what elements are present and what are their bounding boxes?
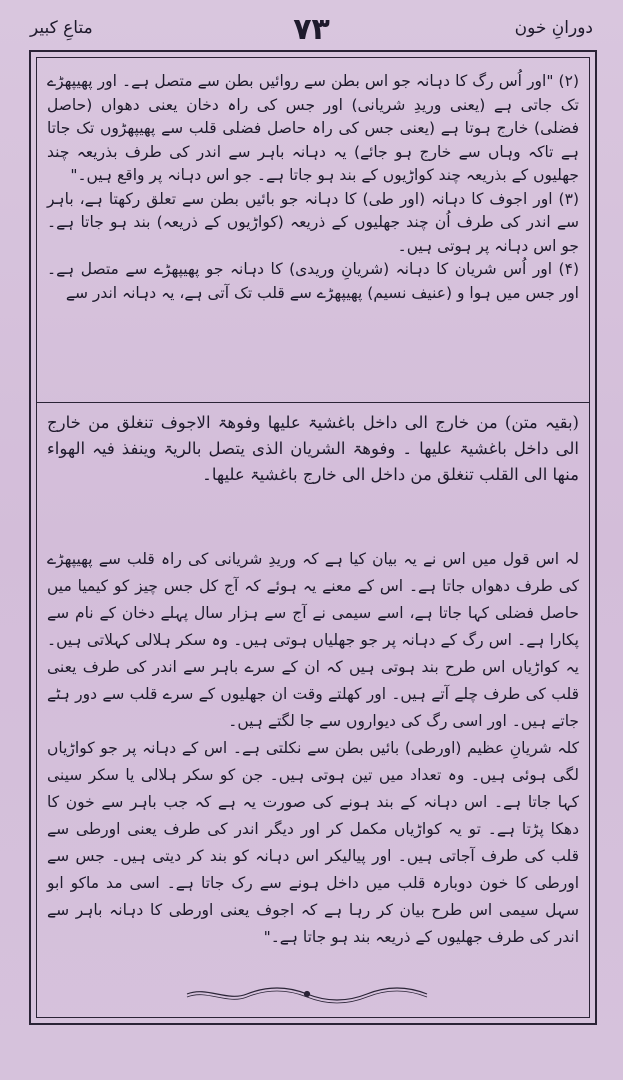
section-divider — [37, 402, 589, 403]
footnotes — [47, 546, 579, 966]
paragraph-4: (۴) اور اُس شریان کا دہانہ (شریانِ وریدی) کا دہانہ جو پھیپھڑے سے متصل ہے۔ اور جس میں ہوا و (عنیف نسیم) پھیپھڑے سے قلب تک آتی ہے، یہ دہانہ اندر سے — [47, 260, 579, 302]
running-title-right: دورانِ خون — [514, 18, 593, 38]
ornament-divider — [37, 983, 577, 1005]
footnote-2: کلہ شریانِ عظیم (اورطی) بائیں بطن سے نکلتی ہے۔ اس کے دہانہ پر جو کواڑیاں لگی ہوئی ہیں۔ وہ تعداد میں تین ہوتی ہیں۔ جن کو سکر ہلالی یا سکر سینی کہا جاتا ہے۔ اس دہانہ کے بند ہونے کی صورت یہ ہے کہ جب باہر سے خون کا دھکا پڑتا ہے۔ تو یہ کواڑیاں مکمل کر اور دیگر اندر کی طرف یعنی اورطی سے قلب کی طرف آجاتی ہیں۔ اور پیالیکر اس دہانہ کو بند کر دیتی ہیں۔ جس سے اورطی کا خون دوبارہ قلب میں داخل ہونے سے رک جاتا ہے۔ اسی مد ماکو ابو سہل سیمی اس طرح بیان کر رہا ہے کہ اجوف یعنی اورطی کا دہانہ باہر سے اندر کی طرف جھلیوں کے ذریعہ بند ہو جاتا ہے۔" — [47, 739, 579, 946]
page-frame — [29, 50, 597, 1025]
arabic-original-text — [47, 410, 579, 540]
main-text — [47, 70, 579, 400]
running-title-left: متاعِ کبیر — [30, 18, 93, 38]
page-frame-inner — [36, 57, 590, 1018]
page-number: ۷۳ — [293, 12, 330, 47]
page-header — [30, 12, 593, 50]
paragraph-2: (۲) "اور اُس رگ کا دہانہ جو اس بطن سے روائیں بطن سے متصل ہے۔ اور پھیپھڑے تک جاتی ہے (یعنی وریدِ شریانی) اور جس کی راہ دخان یعنی دھواں (حاصل فضلی) خارج ہوتا ہے (یعنی جس کی راہ حاصل فضلی قلب سے پھیپھڑوں تک جاتا ہے تاکہ وہاں سے خارج ہو جائے) یہ دہانہ باہر سے اندر کی طرف بذریعہ چند جھلیوں کے بذریعہ چند کواڑیوں کے بند ہو جاتا ہے۔ جو اس دہانہ پر واقع ہیں۔" — [47, 72, 579, 184]
arabic-paragraph: (بقیہ متن) من خارج الی داخل باغشیۃ علیھا وفوھۃ الاجوف تنغلق من خارج الی داخل باغشیۃ علیھا ۔ وفوھۃ الشریان الذی یتصل بالریۃ وینفذ فیہ الھواء منھا الی القلب تنغلق من داخل الی خارج باغشیۃ علیھا۔ — [47, 413, 579, 484]
paragraph-3: (۳) اور اجوف کا دہانہ (اور طی) کا دہانہ جو بائیں بطن سے تعلق رکھتا ہے، باہر سے اندر کی طرف اُن چند جھلیوں کے ذریعہ (کواڑیوں کے ذریعہ) بند ہو جاتا ہے۔ جو اس دہانہ پر ہوتی ہیں۔ — [47, 189, 579, 255]
footnote-1: لہ اس قول میں اس نے یہ بیان کیا ہے کہ وریدِ شریانی کی راہ قلب سے پھیپھڑے کی طرف دھواں جاتا ہے۔ اس کے معنے یہ ہوئے کہ آج کل جس چیز کو کیمیا میں حاصل فضلی کہا جاتا ہے، اسے سیمی نے آج سے ہزار سال پہلے دخان کے نام سے پکارا ہے۔ اس رگ کے دہانہ پر جو جھلیاں ہوتی ہیں۔ وہ سکر ہلالی کہلاتی ہیں۔ یہ کواڑیاں اس طرح بند ہوتی ہیں کہ ان کے سرے باہر سے اندر کی طرف یعنی قلب کی طرف چلے آتے ہیں۔ اور کھلتے وقت ان جھلیوں کے سرے قلب سے دور ہٹے جاتے ہیں۔ اور اسی رگ کی دیواروں سے جا لگتے ہیں۔ — [47, 550, 579, 730]
